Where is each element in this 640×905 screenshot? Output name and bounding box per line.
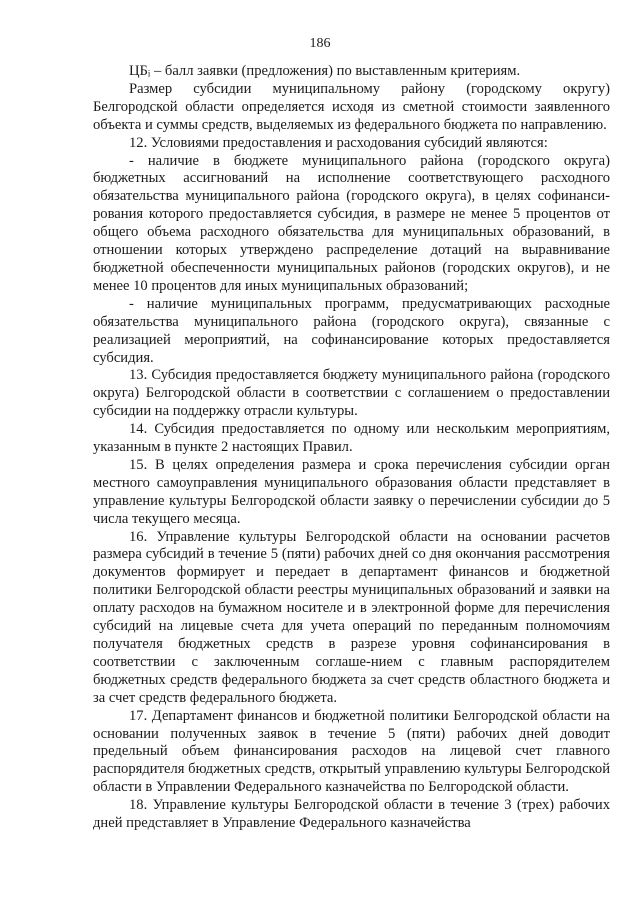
paragraph-subsidy-size: Размер субсидии муниципальному району (городскому округу) Белгородской области определяется исходя из сметной стоимости заявленного объекта и суммы средств, выделяемых из федерального бюджета по направлению.	[93, 80, 610, 133]
paragraph-16: 16. Управление культуры Белгородской области на основании расчетов размера субсидий в течение 5 (пяти) рабочих дней со дня окончания рассмотрения документов формирует и передает в департамент финансов и бюджетной политики Белгородской области реестры муниципальных образований и заявки на оплату расходов на бумажном носителе и в электронной форме для перечисления субсидий на лицевые счета для учета операций по переданным полномочиям получателя бюджетных средств в разрезе уровня софинансирования в соответствии с заключенным соглаше-нием с главным распорядителем бюджетных средств федерального бюджета за счет средств областного бюджета и за счет средств федерального бюджета.	[93, 528, 610, 706]
paragraph-condition-budget: - наличие в бюджете муниципального района (городского округа) бюджетных ассигнований на исполнение соответствующего расходного обязательства муниципального района (городского округа), в целях софинанси-рования которого предоставляется субсидия, в размере не менее 5 процентов от общего объема расходного обязательства для муниципальных образований, в отношении которых утверждено распределение дотаций на выравнивание бюджетной обеспеченности муниципальных районов (городских округов), и не менее 10 процентов для иных муниципальных образований;	[93, 152, 610, 294]
paragraph-17: 17. Департамент финансов и бюджетной политики Белгородской области на основании полученных заявок в течение 5 (пяти) рабочих дней доводит предельный объем финансирования расходов на лицевой счет главного распорядителя бюджетных средств, открытый управлению культуры Белгородской области в Управлении Федерального казначейства по Белгородской области.	[93, 707, 610, 796]
page-number: 186	[309, 36, 331, 51]
paragraph-12-conditions: 12. Условиями предоставления и расходования субсидий являются:	[129, 134, 548, 151]
paragraph-13: 13. Субсидия предоставляется бюджету муниципального района (городского округа) Белгородской области в соответствии с соглашением о предоставлении субсидии на поддержку отрасли культуры.	[93, 367, 610, 420]
paragraph-score-definition: ЦБᵢ – балл заявки (предложения) по выставленным критериям.	[129, 63, 521, 79]
paragraph-18: 18. Управление культуры Белгородской области в течение 3 (трех) рабочих дней представляет в Управление Федерального казначейства	[93, 797, 610, 832]
paragraph-15: 15. В целях определения размера и срока перечисления субсидии орган местного самоуправления муниципального образования области представляет в управление культуры Белгородской области заявку о перечислении субсидии до 5 числа текущего месяца.	[93, 456, 610, 527]
paragraph-condition-programs: - наличие муниципальных программ, предусматривающих расходные обязательства муниципального района (городского округа), связанные с реализацией мероприятий, на софинансирование которых предоставляется субсидия.	[93, 295, 610, 366]
paragraph-14: 14. Субсидия предоставляется по одному или нескольким мероприятиям, указанным в пункте 2 настоящих Правил.	[93, 421, 610, 456]
document-body	[93, 63, 610, 833]
